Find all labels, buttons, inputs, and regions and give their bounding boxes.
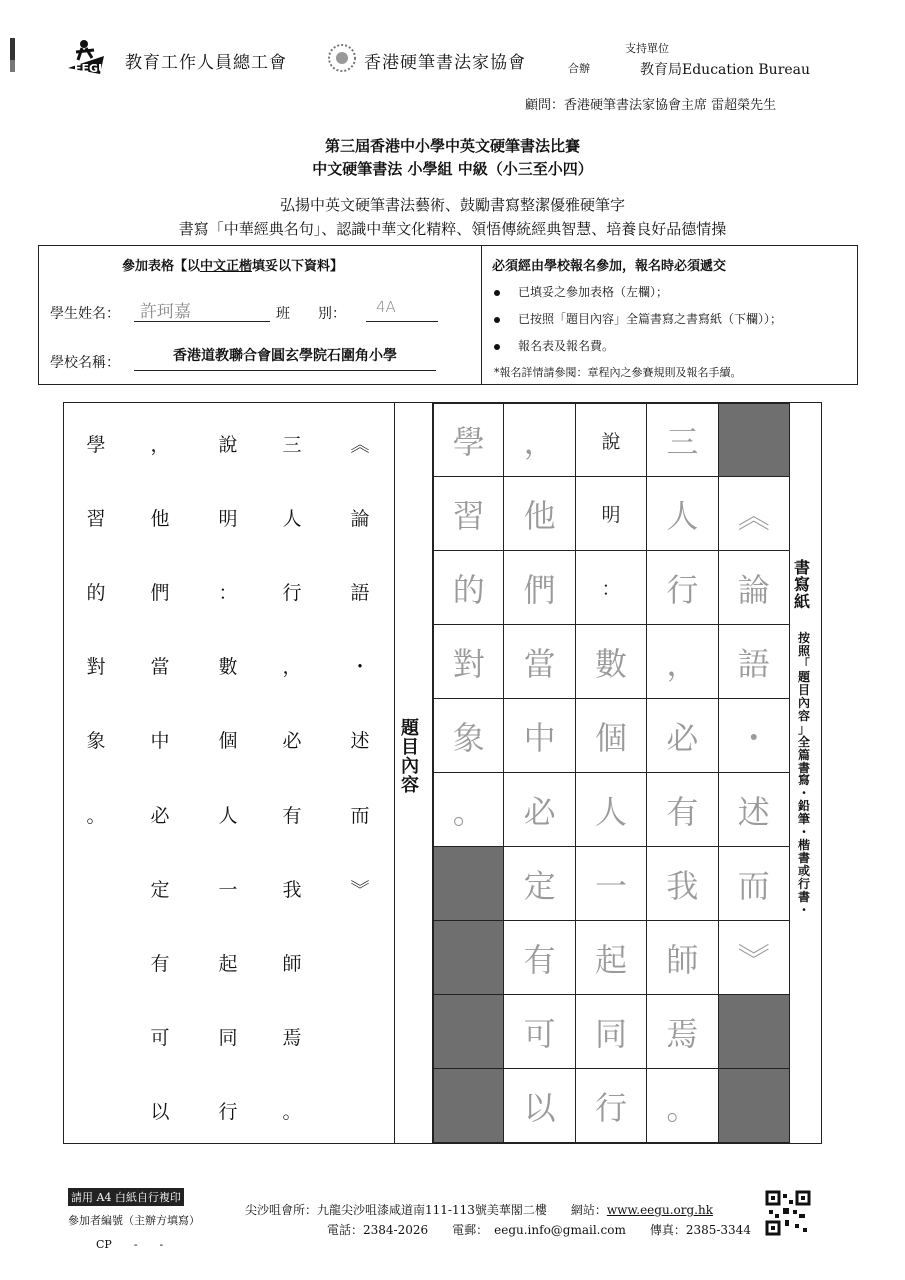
class-field[interactable]: 4A	[366, 297, 438, 322]
prompt-character: 中	[150, 730, 170, 753]
grid-cell[interactable]: 必	[504, 773, 575, 847]
prompt-character: 而	[350, 804, 370, 827]
writing-paper-instructions: 按 照 「 題 目 內 容 」 全 篇 書 寫 ・ 鉛 筆 ・ 楷 書 或 行 書 ・	[798, 631, 811, 918]
prompt-character: 有	[150, 952, 170, 975]
grid-cell-shaded	[433, 995, 504, 1069]
competition-title: 第三屆香港中小學中英文硬筆書法比賽	[324, 137, 580, 155]
grid-cell[interactable]: 同	[576, 995, 647, 1069]
grid-cell[interactable]: 人	[576, 773, 647, 847]
grid-cell-shaded	[433, 921, 504, 995]
print-note: 請用 A4 白紙自行複印	[68, 1188, 184, 1206]
binding-mark	[10, 60, 15, 72]
grid-cell[interactable]: 行	[647, 551, 718, 625]
prompt-character: 他	[150, 507, 170, 530]
prompt-column	[272, 406, 312, 1148]
organizer-eegu: 教育工作人員總工會	[125, 53, 287, 73]
bullet-icon	[494, 344, 500, 350]
grid-cell[interactable]: 起	[576, 921, 647, 995]
advisor: 顧問：香港硬筆書法家協會主席 雷超榮先生	[525, 98, 777, 113]
grid-cell[interactable]: 有	[504, 921, 575, 995]
form-heading: 參加表格【以中文正楷填妥以下資料】	[122, 259, 344, 274]
prompt-character: 必	[282, 730, 302, 753]
website-link[interactable]: www.eegu.org.hk	[606, 1203, 713, 1217]
grid-cell[interactable]: ，	[647, 625, 718, 699]
support-org: 教育局Education Bureau	[640, 62, 811, 78]
grid-cell[interactable]: 必	[647, 699, 718, 773]
grid-cell[interactable]: 對	[433, 625, 504, 699]
grid-cell[interactable]: 數	[576, 625, 647, 699]
footer-contact: 電話：2384-2026 電郵： eegu.info@gmail.com 傳真：2385-3344	[327, 1223, 751, 1237]
grid-cell[interactable]: 焉	[647, 995, 718, 1069]
grid-cell[interactable]: ，	[504, 403, 575, 477]
prompt-character: 個	[218, 730, 238, 753]
prompt-character: 數	[218, 656, 238, 679]
prompt-character: 我	[282, 878, 302, 901]
qr-code-icon[interactable]	[765, 1190, 811, 1236]
grid-cell-shaded	[433, 847, 504, 921]
organizer-calligraphy-association: 香港硬筆書法家協會	[364, 53, 526, 73]
bullet-icon	[494, 290, 500, 296]
prompt-character: 焉	[282, 1027, 302, 1050]
prompt-character: 對	[86, 656, 106, 679]
grid-cell[interactable]: 行	[576, 1069, 647, 1143]
grid-cell[interactable]: ︾	[719, 921, 790, 995]
school-label: 學校名稱：	[50, 355, 120, 371]
prompt-character: 行	[218, 1101, 238, 1124]
prompt-character: ・	[350, 656, 370, 679]
grid-cell[interactable]: 他	[504, 477, 575, 551]
grid-cell[interactable]: ：	[576, 551, 647, 625]
support-label: 支持單位	[625, 42, 669, 55]
grid-cell[interactable]: 說	[576, 403, 647, 477]
grid-cell[interactable]: 有	[647, 773, 718, 847]
grid-cell[interactable]: 明	[576, 477, 647, 551]
grid-cell[interactable]: 個	[576, 699, 647, 773]
prompt-label: 題 目 內 容	[401, 718, 419, 796]
prompt-character: 同	[218, 1027, 238, 1050]
prompt-character: 習	[86, 507, 106, 530]
category-title: 中文硬筆書法 小學組 中級（小三至小四）	[312, 160, 593, 178]
grid-cell-shaded	[719, 995, 790, 1069]
footer-address: 尖沙咀會所：九龍尖沙咀漆咸道南111-113號美華閣二樓 網站：www.eegu.org.hk	[245, 1203, 713, 1217]
participant-number-field[interactable]: CP - -	[96, 1238, 164, 1251]
prompt-character: 三	[282, 433, 302, 456]
prompt-character: 可	[150, 1027, 170, 1050]
prompt-character: ：	[218, 581, 238, 604]
prompt-character: 的	[86, 581, 106, 604]
prompt-character: 述	[350, 730, 370, 753]
bullet-icon	[494, 317, 500, 323]
grid-cell[interactable]: 們	[504, 551, 575, 625]
school-field[interactable]: 香港道教聯合會圓玄學院石圍角小學	[134, 340, 436, 371]
prompt-column	[340, 406, 380, 1148]
grid-cell[interactable]: 可	[504, 995, 575, 1069]
prompt-character: 學	[86, 433, 106, 456]
prompt-character: 。	[282, 1101, 302, 1124]
grid-cell[interactable]: 習	[433, 477, 504, 551]
prompt-character: ，	[150, 433, 170, 456]
requirements-heading: 必須經由學校報名參加，報名時必須遞交	[492, 259, 727, 274]
student-name-field[interactable]: 許珂嘉	[134, 297, 270, 322]
grid-cell-shaded	[719, 1069, 790, 1143]
form-divider	[481, 245, 482, 385]
grid-cell[interactable]: 定	[504, 847, 575, 921]
grid-cell-shaded	[433, 1069, 504, 1143]
prompt-character: 起	[218, 952, 238, 975]
class-label: 班 別：	[276, 306, 346, 322]
requirement-item: 已填妥之參加表格（左欄）；	[494, 283, 668, 300]
participant-number-label: 參加者編號（主辦方填寫）	[68, 1214, 200, 1227]
grid-cell[interactable]: 。	[433, 773, 504, 847]
grid-cell[interactable]: 的	[433, 551, 504, 625]
calligraphy-association-logo-icon	[323, 42, 361, 74]
eegu-logo-icon	[64, 34, 122, 80]
grid-cell[interactable]: 語	[719, 625, 790, 699]
prompt-divider-left	[394, 402, 395, 1144]
prompt-character: 們	[150, 581, 170, 604]
prompt-character: ，	[282, 656, 302, 679]
grid-cell[interactable]: 述	[719, 773, 790, 847]
grid-cell[interactable]: 我	[647, 847, 718, 921]
prompt-character: 必	[150, 804, 170, 827]
prompt-character: ︾	[350, 878, 370, 901]
grid-cell[interactable]: ︽	[719, 477, 790, 551]
prompt-character: 一	[218, 878, 238, 901]
prompt-character: 語	[350, 581, 370, 604]
grid-cell[interactable]: 學	[433, 403, 504, 477]
grid-cell[interactable]: 而	[719, 847, 790, 921]
prompt-character: 人	[282, 507, 302, 530]
grid-cell[interactable]: 象	[433, 699, 504, 773]
prompt-character: 論	[350, 507, 370, 530]
prompt-character: 有	[282, 804, 302, 827]
slogan-line1: 弘揚中英文硬筆書法藝術、鼓勵書寫整潔優雅硬筆字	[279, 196, 625, 214]
grid-cell[interactable]: ・	[719, 699, 790, 773]
prompt-character: 說	[218, 433, 238, 456]
prompt-character: 師	[282, 952, 302, 975]
svg-text:EEGU: EEGU	[74, 62, 107, 75]
prompt-character: 以	[150, 1101, 170, 1124]
requirement-item: 已按照「題目內容」全篇書寫之書寫紙（下欄））；	[494, 310, 782, 327]
student-name-label: 學生姓名：	[50, 306, 120, 322]
prompt-column	[76, 406, 116, 1148]
prompt-character: 。	[86, 804, 106, 827]
grid-cell[interactable]: 人	[647, 477, 718, 551]
writing-paper-title: 書 寫 紙	[794, 558, 811, 611]
grid-cell[interactable]: 中	[504, 699, 575, 773]
binding-mark	[10, 38, 15, 60]
grid-cell[interactable]: 以	[504, 1069, 575, 1143]
prompt-character: 象	[86, 730, 106, 753]
prompt-column	[208, 406, 248, 1148]
prompt-character: 當	[150, 656, 170, 679]
grid-cell[interactable]: 。	[647, 1069, 718, 1143]
prompt-character: ︽	[350, 433, 370, 456]
jointly-organized-label: 合辦	[568, 62, 590, 75]
prompt-column	[140, 406, 180, 1148]
requirement-item: 報名表及報名費。	[494, 337, 614, 354]
grid-cell[interactable]: 論	[719, 551, 790, 625]
prompt-character: 行	[282, 581, 302, 604]
grid-cell[interactable]: 師	[647, 921, 718, 995]
grid-cell-shaded	[719, 403, 790, 477]
grid-cell[interactable]: 三	[647, 403, 718, 477]
prompt-character: 明	[218, 507, 238, 530]
prompt-character: 人	[218, 804, 238, 827]
grid-cell[interactable]: 一	[576, 847, 647, 921]
slogan-line2: 書寫「中華經典名句」、認識中華文化精粹、領悟傳統經典智慧、培養良好品德情操	[178, 220, 727, 238]
registration-note: *報名詳情請參閱：章程內之參賽規則及報名手續。	[494, 366, 742, 379]
prompt-character: 定	[150, 878, 170, 901]
grid-cell[interactable]: 當	[504, 625, 575, 699]
